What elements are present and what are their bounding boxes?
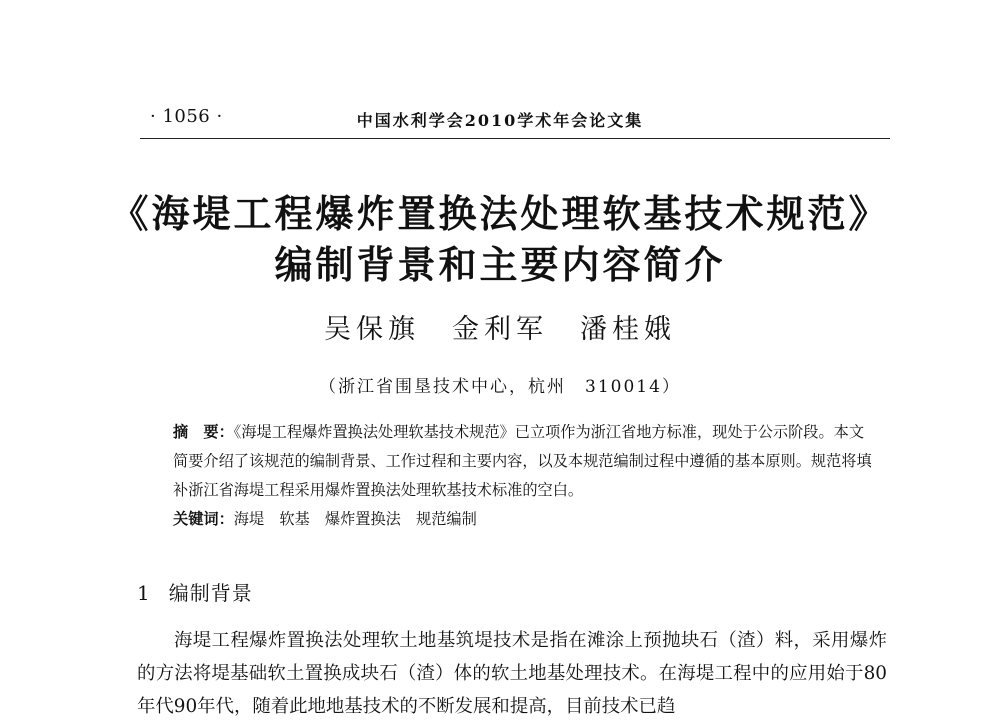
- section-title: 编制背景: [168, 581, 253, 605]
- keywords-text: 海堤 软基 爆炸置换法 规范编制: [233, 510, 477, 528]
- body-paragraph: 海堤工程爆炸置换法处理软土地基筑堤技术是指在滩涂上预抛块石（渣）料，采用爆炸的方法将堤基础软土置换成块石（渣）体的软土地基处理技术。在海堤工程中的应用始于80年代90年代，随着此地地基技术的不断发展和提高，目前技术已趋: [137, 630, 887, 717]
- running-head: 中国水利学会2010学术年会论文集: [356, 111, 644, 130]
- section-heading: [137, 577, 253, 606]
- section-number: 1: [137, 581, 151, 605]
- affiliation: （浙江省围垦技术中心，杭州 310014）: [319, 377, 681, 397]
- page-number: · 1056 ·: [150, 106, 223, 127]
- abstract-text: 《海堤工程爆炸置换法处理软基技术规范》已立项作为浙江省地方标准，现处于公示阶段。本文简要介绍了该规范的编制背景、工作过程和主要内容，以及本规范编制过程中遵循的基本原则。规范将填补浙江省海堤工程采用爆炸置换法处理软基技术标准的空白。: [173, 423, 872, 499]
- title-line-2: 编制背景和主要内容简介: [274, 243, 726, 287]
- authors: 吴保旗 金利军 潘桂娥: [324, 314, 676, 345]
- title-line-1: 《海堤工程爆炸置换法处理软基技术规范》: [110, 192, 890, 236]
- abstract-label: 摘 要：: [173, 423, 234, 441]
- header-rule: [140, 138, 890, 139]
- keywords-paragraph: [173, 505, 873, 534]
- abstract: [173, 418, 873, 534]
- abstract-paragraph: [173, 418, 873, 505]
- keywords-label: 关键词：: [173, 510, 234, 528]
